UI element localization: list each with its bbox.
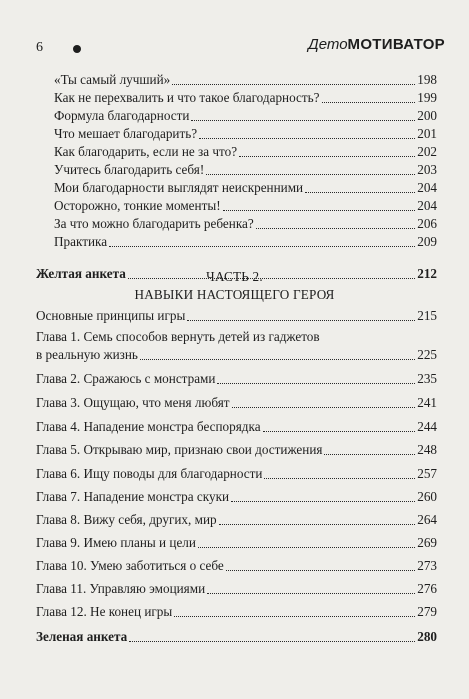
toc-entry[interactable] (54, 142, 437, 162)
dot-leader (129, 641, 415, 642)
toc-entry-page: 200 (417, 108, 437, 123)
page-number: 6 (36, 40, 43, 55)
toc-entry[interactable] (54, 70, 437, 90)
toc-entry-page: 241 (417, 395, 437, 410)
toc-entry-chapter-1[interactable] (36, 345, 437, 365)
toc-entry-principles[interactable] (36, 306, 437, 326)
page-header (0, 36, 469, 58)
toc-entry-page: 276 (417, 581, 437, 596)
brand-prefix: Дето (308, 36, 348, 53)
toc-entry-page: 198 (417, 72, 437, 87)
dot-leader (324, 454, 415, 455)
toc-entry-title: Глава 11. Управляю эмоциями (36, 581, 206, 596)
toc-entry-chapter[interactable] (36, 417, 437, 437)
toc-entry-title: Осторожно, тонкие моменты! (54, 198, 221, 213)
toc-entry-title: Учитесь благодарить себя! (54, 162, 205, 177)
dot-leader (187, 320, 415, 321)
toc-entry-page: 257 (417, 466, 437, 481)
toc-entry-title: За что можно благодарить ребенка? (54, 216, 254, 231)
dot-leader (109, 246, 415, 247)
toc-entry-page: 203 (417, 162, 437, 177)
dot-leader (191, 120, 415, 121)
toc-entry-title: Мои благодарности выглядят неискренними (54, 180, 304, 195)
toc-entry-page: 280 (417, 629, 437, 644)
toc-entry-page: 206 (417, 216, 437, 231)
toc-entry[interactable] (54, 106, 437, 126)
part-title: НАВЫКИ НАСТОЯЩЕГО ГЕРОЯ (134, 287, 335, 302)
dot-leader (264, 478, 415, 479)
toc-entry-chapter[interactable] (36, 533, 437, 553)
toc-entry-page: 279 (417, 604, 437, 619)
brand-logo (308, 36, 445, 53)
toc-entry-chapter[interactable] (36, 579, 437, 599)
toc-entry-page: 202 (417, 144, 437, 159)
dot-leader (226, 570, 415, 571)
toc-entry[interactable] (54, 214, 437, 234)
dot-leader (198, 547, 415, 548)
toc-entry-title: Глава 12. Не конец игры (36, 604, 173, 619)
toc-entry-title: Желтая анкета (36, 266, 126, 281)
dot-leader (207, 593, 415, 594)
toc-entry-title: Глава 9. Имею планы и цели (36, 535, 196, 550)
chapter-1-title-line1[interactable]: Глава 1. Семь способов вернуть детей из гаджетов (36, 329, 320, 344)
dot-leader (206, 174, 415, 175)
toc-entry-page: 204 (417, 198, 437, 213)
dot-leader (219, 524, 416, 525)
dot-leader (174, 616, 415, 617)
dot-leader (231, 501, 415, 502)
toc-entry[interactable] (54, 196, 437, 216)
toc-entry-title: Зеленая анкета (36, 629, 128, 644)
toc-entry-page: 235 (417, 371, 437, 386)
brand-main: МОТИВАТОР (347, 36, 445, 53)
toc-entry[interactable] (54, 178, 437, 198)
dot-leader (256, 228, 415, 229)
toc-entry-page: 215 (417, 308, 437, 323)
toc-entry-title: Формула благодарности (54, 108, 190, 123)
dot-leader (232, 407, 416, 408)
toc-entry-page: 201 (417, 126, 437, 141)
toc-entry-title: Глава 3. Ощущаю, что меня любят (36, 395, 230, 410)
toc-entry-chapter[interactable] (36, 602, 437, 622)
toc-entry[interactable] (54, 232, 437, 252)
toc-entry-title: Как не перехвалить и что такое благодарность? (54, 90, 320, 105)
dot-leader (199, 138, 415, 139)
toc-entry-chapter[interactable] (36, 510, 437, 530)
dot-leader (263, 431, 416, 432)
toc-entry-page: 225 (417, 347, 437, 362)
toc-entry-title: Глава 4. Нападение монстра беспорядка (36, 419, 261, 434)
toc-entry-green-survey[interactable] (36, 627, 437, 647)
toc-entry-page: 244 (417, 419, 437, 434)
toc-entry-chapter[interactable] (36, 393, 437, 413)
chapter-1-title-line2: в реальную жизнь (36, 347, 138, 362)
toc-entry-chapter[interactable] (36, 369, 437, 389)
dot-leader (140, 359, 415, 360)
toc-entry[interactable] (54, 88, 437, 108)
toc-entry-chapter[interactable] (36, 487, 437, 507)
toc-entry-chapter[interactable] (36, 556, 437, 576)
dot-leader (217, 383, 415, 384)
toc-entry-page: 260 (417, 489, 437, 504)
toc-entry-title: Глава 10. Умею заботиться о себе (36, 558, 224, 573)
toc-entry[interactable] (54, 160, 437, 180)
toc-entry-title: Глава 8. Вижу себя, других, мир (36, 512, 217, 527)
toc-entry-title: Глава 5. Открываю мир, признаю свои достижения (36, 442, 323, 457)
toc-entry-page: 204 (417, 180, 437, 195)
toc-entry-title: Практика (54, 234, 108, 249)
toc-entry-title: Глава 2. Сражаюсь с монстрами (36, 371, 216, 386)
toc-entry-page: 199 (417, 90, 437, 105)
dot-leader (322, 102, 416, 103)
toc-entry-title: Глава 7. Нападение монстра скуки (36, 489, 230, 504)
toc-entry-chapter[interactable] (36, 440, 437, 460)
toc-entry-title: Как благодарить, если не за что? (54, 144, 238, 159)
bullet-dot (73, 45, 81, 53)
part-label: ЧАСТЬ 2. (206, 269, 263, 284)
toc-entry-page: 273 (417, 558, 437, 573)
toc-entry-title: «Ты самый лучший» (54, 72, 171, 87)
dot-leader (305, 192, 415, 193)
toc-entry-page: 209 (417, 234, 437, 249)
toc-entry-title: Что мешает благодарить? (54, 126, 198, 141)
dot-leader (172, 84, 415, 85)
dot-leader (239, 156, 415, 157)
toc-entry-title: Основные принципы игры (36, 308, 186, 323)
toc-entry[interactable] (54, 124, 437, 144)
dot-leader (223, 210, 416, 211)
toc-entry-title: Глава 6. Ищу поводы для благодарности (36, 466, 263, 481)
toc-entry-page: 248 (417, 442, 437, 457)
toc-entry-page: 269 (417, 535, 437, 550)
toc-entry-chapter[interactable] (36, 464, 437, 484)
toc-entry-page: 212 (417, 266, 437, 281)
toc-entry-page: 264 (417, 512, 437, 527)
